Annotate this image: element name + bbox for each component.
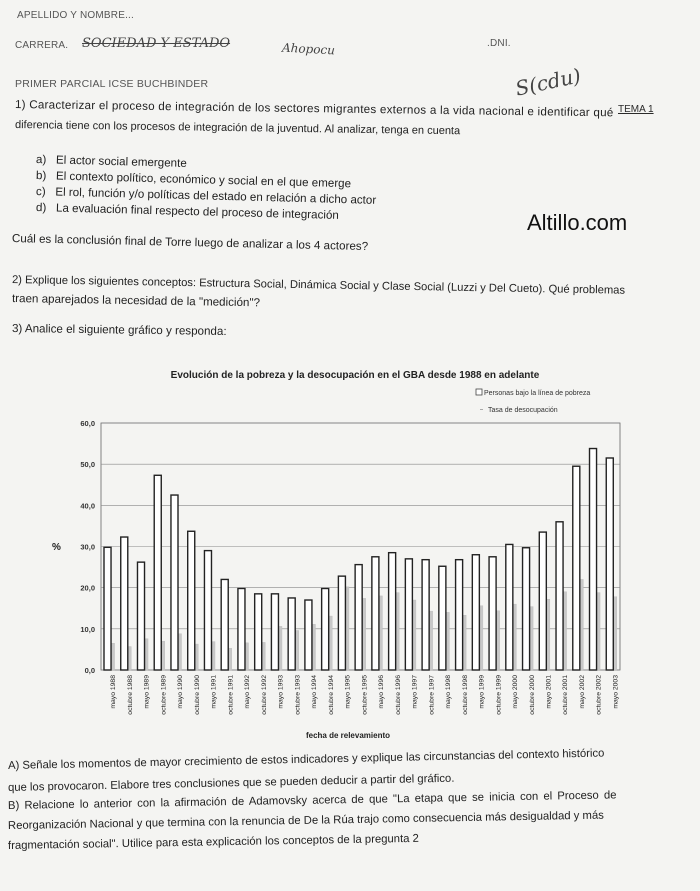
bar-poverty bbox=[456, 560, 463, 670]
bar-unemployment bbox=[580, 579, 583, 670]
chart-legend bbox=[476, 389, 590, 414]
question3-partB-line3: fragmentación social". Utilice para esta explicación los conceptos de la pregunta 2 bbox=[7, 832, 419, 852]
bar-poverty bbox=[573, 466, 580, 670]
x-tick-label: mayo 1989 bbox=[143, 675, 151, 709]
bar-unemployment bbox=[145, 639, 148, 670]
bar-unemployment bbox=[312, 624, 315, 670]
bar-poverty bbox=[154, 475, 161, 670]
bar-poverty bbox=[439, 566, 446, 670]
item-text: El actor social emergente bbox=[55, 153, 187, 170]
bar-poverty bbox=[137, 562, 144, 670]
career-note-handwritten: Ahopocu bbox=[281, 40, 336, 58]
bar-poverty bbox=[288, 598, 295, 670]
x-tick-label: mayo 1996 bbox=[378, 675, 386, 709]
legend-swatch-poverty bbox=[476, 389, 482, 395]
x-tick-label: octubre 1993 bbox=[294, 675, 302, 715]
item-text: La evaluación final respecto del proceso de integración bbox=[55, 201, 340, 222]
bar-poverty bbox=[372, 557, 379, 670]
x-tick-label: mayo 1993 bbox=[277, 675, 285, 709]
question2-line1: 2) Explique los siguientes conceptos: Estructura Social, Dinámica Social y Clase Social (Luzzi y Del Cueto). Qué problemas bbox=[11, 274, 626, 297]
x-tick-label: mayo 1988 bbox=[110, 675, 118, 709]
bar-poverty bbox=[204, 551, 211, 670]
x-tick-label: mayo 1992 bbox=[244, 675, 252, 709]
bar-unemployment bbox=[346, 587, 349, 670]
bar-unemployment bbox=[530, 607, 533, 670]
question2-line2: traen aparejados la necesidad de la "medición"? bbox=[11, 292, 261, 310]
bar-poverty bbox=[523, 548, 530, 670]
bar-unemployment bbox=[446, 612, 449, 670]
bar-poverty bbox=[338, 576, 345, 670]
bar-unemployment bbox=[513, 604, 516, 670]
career-label: CARRERA. bbox=[15, 40, 69, 51]
dni-label: .DNI. bbox=[487, 38, 511, 49]
legend-poverty: Personas bajo la línea de pobreza bbox=[484, 390, 591, 397]
x-tick-label: octubre 1994 bbox=[327, 675, 335, 715]
bar-unemployment bbox=[463, 615, 466, 670]
y-tick-label: 30,0 bbox=[80, 542, 95, 552]
x-tick-label: mayo 1994 bbox=[311, 675, 319, 709]
x-tick-label: octubre 1999 bbox=[495, 675, 503, 715]
item-marker: c) bbox=[35, 185, 46, 199]
x-tick-label: mayo 2001 bbox=[545, 675, 553, 709]
bar-poverty bbox=[539, 532, 546, 670]
question3-partA-line2: que los provocaron. Elabore tres conclusiones que se pueden deducir a partir del gráfico. bbox=[7, 772, 455, 794]
x-tick-label: octubre 1992 bbox=[260, 675, 268, 715]
bar-unemployment bbox=[296, 630, 299, 670]
y-axis-label: % bbox=[52, 542, 61, 553]
bar-unemployment bbox=[245, 643, 248, 670]
bar-unemployment bbox=[547, 599, 550, 670]
x-tick-label: mayo 2003 bbox=[612, 675, 620, 709]
bar-poverty bbox=[322, 588, 329, 670]
bar-poverty bbox=[171, 495, 178, 670]
bar-poverty bbox=[590, 449, 597, 670]
bar-unemployment bbox=[363, 598, 366, 670]
bar-poverty bbox=[405, 559, 412, 670]
bar-unemployment bbox=[329, 616, 332, 670]
bar-poverty bbox=[238, 588, 245, 670]
bar-unemployment bbox=[179, 634, 182, 670]
item-marker: b) bbox=[35, 169, 47, 183]
chart-title: Evolución de la pobreza y la desocupación en el GBA desde 1988 en adelante bbox=[170, 370, 540, 381]
x-tick-label: octubre 1990 bbox=[193, 675, 201, 715]
x-tick-label: mayo 1999 bbox=[478, 675, 486, 709]
y-tick-label: 50,0 bbox=[80, 460, 95, 470]
item-marker: d) bbox=[35, 201, 47, 215]
x-tick-label: octubre 1995 bbox=[361, 675, 369, 715]
bar-poverty bbox=[271, 594, 278, 670]
career-handwritten: SOCIEDAD Y ESTADO bbox=[82, 36, 231, 51]
x-tick-label: octubre 1989 bbox=[160, 675, 168, 715]
bar-unemployment bbox=[597, 593, 600, 670]
exam-title: PRIMER PARCIAL ICSE BUCHBINDER bbox=[15, 78, 209, 90]
x-axis-label: fecha de relevamiento bbox=[305, 731, 391, 740]
y-tick-label: 20,0 bbox=[80, 583, 95, 593]
name-label: APELLIDO Y NOMBRE... bbox=[17, 10, 135, 21]
bar-unemployment bbox=[614, 597, 617, 670]
y-tick-label: 0,0 bbox=[84, 666, 95, 675]
bar-unemployment bbox=[162, 641, 165, 670]
item-marker: a) bbox=[35, 153, 47, 167]
x-tick-label: mayo 2002 bbox=[578, 675, 586, 709]
legend-swatch-unemployment bbox=[480, 409, 483, 410]
bar-poverty bbox=[355, 565, 362, 670]
margin-note-handwritten: S(cdu) bbox=[513, 63, 583, 101]
x-tick-label: octubre 2000 bbox=[528, 675, 536, 715]
question1-line2: diferencia tiene con los procesos de integración de la juventud. Al analizar, tenga en cuenta bbox=[14, 119, 461, 138]
question1-followup: Cuál es la conclusión final de Torre luego de analizar a los 4 actores? bbox=[11, 232, 369, 254]
watermark-logo: Altillo.com bbox=[527, 210, 628, 235]
item-text: El rol, función y/o políticas del estado en relación a dicho actor bbox=[55, 185, 377, 207]
bar-unemployment bbox=[229, 648, 232, 670]
bar-unemployment bbox=[430, 611, 433, 670]
bar-unemployment bbox=[497, 611, 500, 670]
bar-unemployment bbox=[112, 643, 115, 670]
x-tick-label: octubre 1996 bbox=[394, 675, 402, 715]
x-tick-label: mayo 1998 bbox=[445, 675, 453, 709]
question3-partB-line1: B) Relacione lo anterior con la afirmación de Adamovsky acerca de que "La etapa que se inicia con el Proceso de bbox=[7, 789, 617, 812]
bar-unemployment bbox=[379, 596, 382, 670]
x-tick-label: octubre 2002 bbox=[595, 675, 603, 715]
y-tick-label: 40,0 bbox=[80, 501, 95, 511]
y-tick-label: 60,0 bbox=[80, 419, 95, 428]
bar-unemployment bbox=[212, 642, 215, 670]
bar-poverty bbox=[506, 544, 513, 670]
bar-unemployment bbox=[396, 593, 399, 670]
x-tick-label: octubre 1997 bbox=[428, 675, 436, 715]
x-tick-label: mayo 1995 bbox=[344, 675, 352, 709]
bar-poverty bbox=[305, 600, 312, 670]
bar-poverty bbox=[188, 531, 195, 670]
question3-partA-line1: A) Señale los momentos de mayor crecimiento de estos indicadores y explique las circunstancias del contexto histórico bbox=[7, 747, 605, 772]
bar-poverty bbox=[255, 594, 262, 670]
x-tick-label: mayo 2000 bbox=[512, 675, 520, 709]
bar-unemployment bbox=[480, 606, 483, 670]
x-tick-label: mayo 1991 bbox=[210, 675, 218, 709]
bar-unemployment bbox=[564, 592, 567, 670]
bar-poverty bbox=[606, 458, 613, 670]
x-tick-label: octubre 1988 bbox=[126, 675, 134, 715]
x-tick-label: mayo 1990 bbox=[177, 675, 185, 709]
bar-poverty bbox=[221, 579, 228, 670]
question3-intro: 3) Analice el siguiente gráfico y responda: bbox=[11, 322, 227, 338]
bar-poverty bbox=[556, 522, 563, 670]
item-text: El contexto político, económico y social en el que emerge bbox=[55, 169, 352, 191]
bar-poverty bbox=[389, 553, 396, 670]
x-tick-label: mayo 1997 bbox=[411, 675, 419, 709]
bar-poverty bbox=[422, 560, 429, 670]
bar-poverty bbox=[104, 547, 111, 670]
y-tick-label: 10,0 bbox=[80, 624, 95, 634]
bar-unemployment bbox=[262, 642, 265, 670]
bar-unemployment bbox=[413, 600, 416, 670]
x-tick-label: octubre 1991 bbox=[227, 675, 235, 715]
bar-unemployment bbox=[128, 647, 131, 670]
question3-partB-line2: Reorganización Nacional y que termina con la renuncia de De la Rúa trajo como consecuencia más desigualdad y más bbox=[7, 809, 604, 832]
question1-line1: 1) Caracterizar el proceso de integración de los sectores migrantes externos a la vida nacional e identificar qué bbox=[14, 98, 614, 120]
x-tick-label: octubre 1998 bbox=[461, 675, 469, 715]
bar-unemployment bbox=[279, 626, 282, 670]
bar-unemployment bbox=[195, 644, 198, 670]
bar-poverty bbox=[472, 555, 479, 670]
bar-poverty bbox=[121, 537, 128, 670]
tema-label: TEMA 1 bbox=[618, 104, 654, 115]
legend-unemployment: Tasa de desocupación bbox=[488, 407, 558, 414]
bar-poverty bbox=[489, 557, 496, 670]
x-tick-label: octubre 2001 bbox=[562, 675, 570, 715]
